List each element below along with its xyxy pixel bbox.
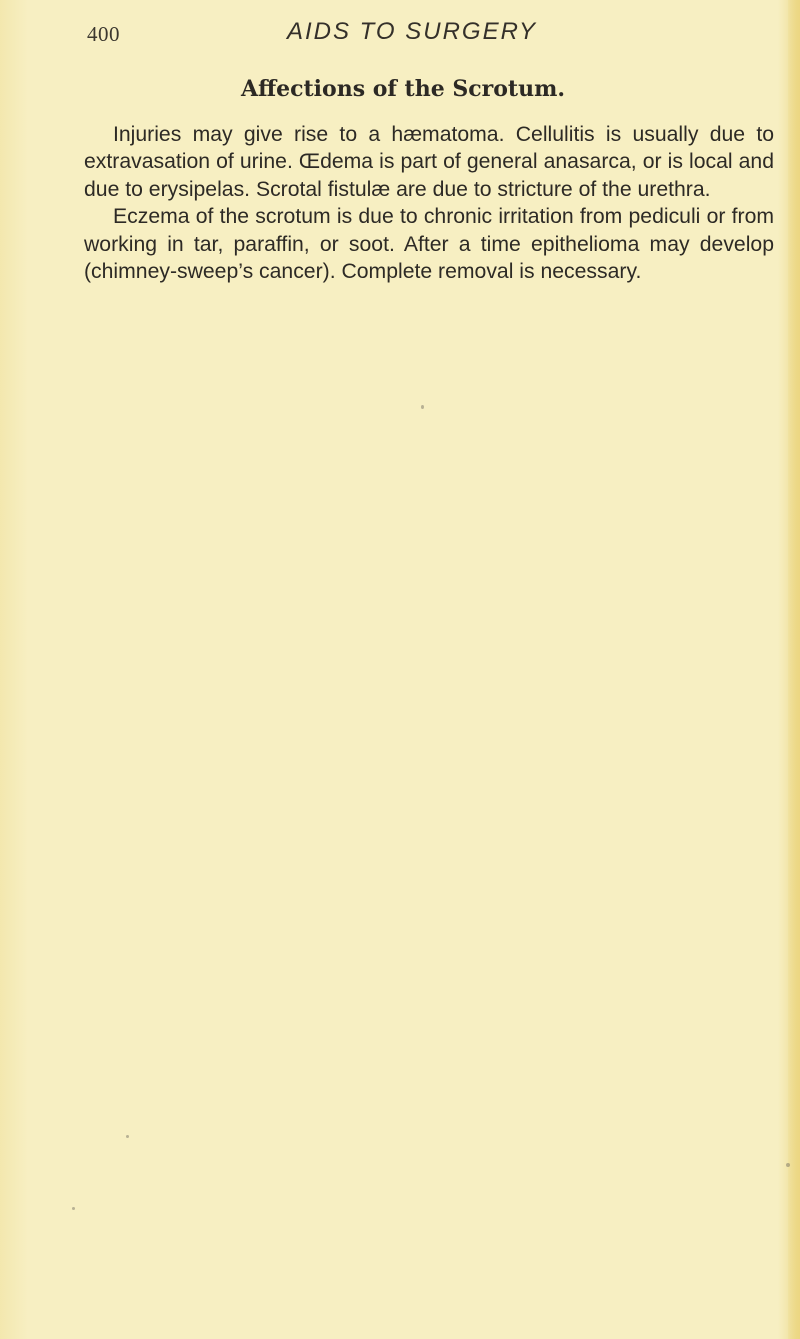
paper-speck [421,405,424,409]
paper-speck [786,1163,790,1167]
page-header [0,18,800,52]
paragraph-injuries: Injuries may give rise to a hæmatoma. Cellulitis is usually due to extravasation of urine. Œdema is part of general anasarca, or is local and due to erysipelas. Scrotal fistulæ are due to stricture of the urethra. [84,123,774,201]
page-edge-shadow [788,0,800,1339]
body-text [84,121,774,285]
paragraph-eczema: Eczema of the scrotum is due to chronic irritation from pediculi or from working in tar, paraffin, or soot. After a time epithelioma may develop (chimney-sweep’s cancer). Complete removal is necessary. [84,205,774,284]
paper-speck [72,1207,75,1210]
page-number: 400 [87,22,120,46]
section-title: Affections of the Scrotum. [241,76,566,102]
paper-speck [126,1135,129,1138]
running-title: AIDS TO SURGERY [287,18,538,45]
